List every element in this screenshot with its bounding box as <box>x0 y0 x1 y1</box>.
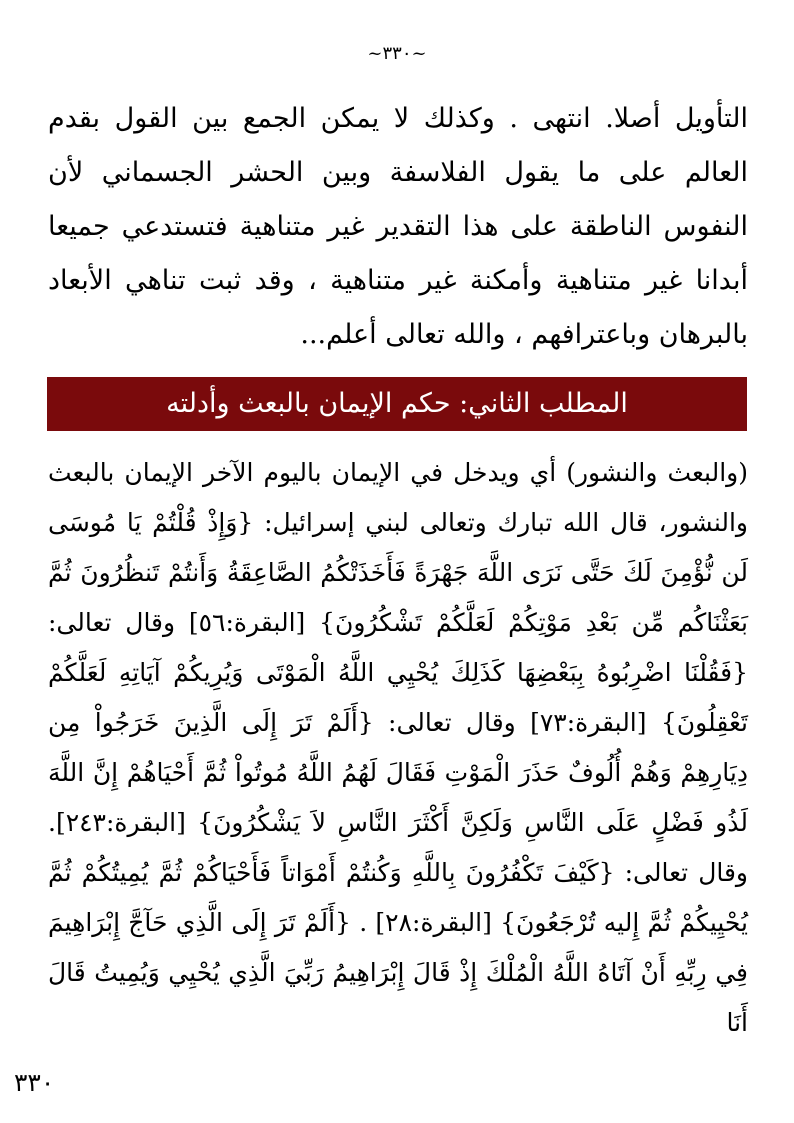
paragraph-body: (والبعث والنشور) أي ويدخل في الإيمان باليوم الآخر الإيمان بالبعث والنشور، قال الله تبارك وتعالى لبني إسرائيل: {وَإِذْ قُلْتُمْ يَا مُوسَى لَن نُّؤْمِنَ لَكَ حَتَّى نَرَى اللَّهَ جَهْرَةً فَأَخَذَتْكُمُ الصَّاعِقَةُ وَأَنتُمْ تَنظُرُونَ ثُمَّ بَعَثْنَاكُم مِّن بَعْدِ مَوْتِكُمْ لَعَلَّكُمْ تَشْكُرُونَ} [البقرة:٥٦] وقال تعالى: {فَقُلْنَا اضْرِبُوهُ بِبَعْضِهَا كَذَلِكَ يُحْيِي اللَّهُ الْمَوْتَى وَيُرِيكُمْ آيَاتِهِ لَعَلَّكُمْ تَعْقِلُونَ} [البقرة:٧٣] وقال تعالى: {أَلَمْ تَرَ إِلَى الَّذِينَ خَرَجُواْ مِن دِيَارِهِمْ وَهُمْ أُلُوفٌ حَذَرَ الْمَوْتِ فَقَالَ لَهُمُ اللَّهُ مُوتُواْ ثُمَّ أَحْيَاهُمْ إِنَّ اللَّهَ لَذُو فَضْلٍ عَلَى النَّاسِ وَلَكِنَّ أَكْثَرَ النَّاسِ لاَ يَشْكُرُونَ} [البقرة:٢٤٣]. وقال تعالى: {كَيْفَ تَكْفُرُونَ بِاللَّهِ وَكُنتُمْ أَمْوَاتاً فَأَحْيَاكُمْ ثُمَّ يُمِيتُكُمْ ثُمَّ يُحْيِيكُمْ ثُمَّ إِليه تُرْجَعُونَ} [البقرة:٢٨] . {أَلَمْ تَرَ إِلَى الَّذِي حَآجَّ إِبْرَاهِيمَ فِي رِبِّهِ أَنْ آتَاهُ اللَّهُ الْمُلْكَ إِذْ قَالَ إِبْرَاهِيمُ رَبِّيَ الَّذِي يُحْيِي وَيُمِيتُ قَالَ أَنَا <box>48 458 749 1037</box>
page-number: ٣٣٠ <box>14 1068 55 1097</box>
paragraph-intro: التأويل أصلا. انتهى . وكذلك لا يمكن الجمع بين القول بقدم العالم على ما يقول الفلاسفة وبين الحشر الجسماني لأن النفوس الناطقة على هذا التقدير غير متناهية فتستدعي جميعا أبدانا غير متناهية وأمكنة غير متناهية ، وقد ثبت تناهي الأبعاد بالبرهان وباعترافهم ، والله تعالى أعلم... <box>48 103 748 350</box>
section-title-banner: المطلب الثاني: حكم الإيمان بالبعث وأدلته <box>47 377 747 431</box>
page-header-marker: ~٣٣٠~ <box>367 43 427 64</box>
